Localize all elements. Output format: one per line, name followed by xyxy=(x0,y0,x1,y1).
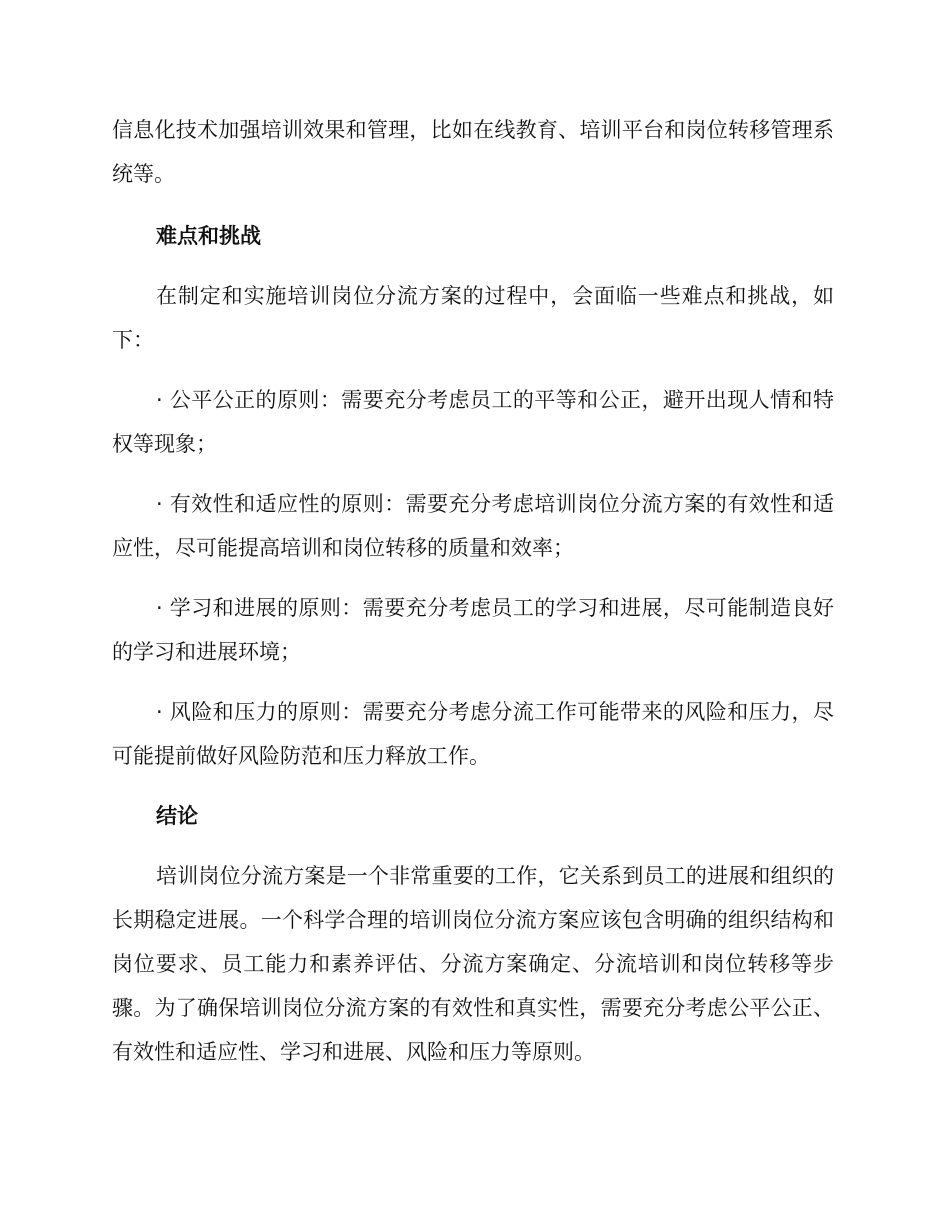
list-item: · 学习和进展的原则：需要充分考虑员工的学习和进展，尽可能制造良好的学习和进展环境； xyxy=(112,596,834,664)
section-heading-conclusion: 结论 xyxy=(156,804,198,828)
document-page xyxy=(112,108,834,1074)
list-item: · 有效性和适应性的原则：需要充分考虑培训岗位分流方案的有效性和适应性，尽可能提高培训和岗位转移的质量和效率； xyxy=(112,492,834,560)
conclusion-paragraph: 培训岗位分流方案是一个非常重要的工作，它关系到员工的进展和组织的长期稳定进展。一个科学合理的培训岗位分流方案应该包含明确的组织结构和岗位要求、员工能力和素养评估、分流方案确定、分流培训和岗位转移等步骤。为了确保培训岗位分流方案的有效性和真实性，需要充分考虑公平公正、有效性和适应性、学习和进展、风险和压力等原则。 xyxy=(112,864,834,1064)
list-item: · 风险和压力的原则：需要充分考虑分流工作可能带来的风险和压力，尽可能提前做好风险防范和压力释放工作。 xyxy=(112,700,834,768)
list-item: · 公平公正的原则：需要充分考虑员工的平等和公正，避开出现人情和特权等现象； xyxy=(112,388,834,456)
challenges-intro-paragraph: 在制定和实施培训岗位分流方案的过程中，会面临一些难点和挑战，如下： xyxy=(112,284,834,352)
intro-paragraph: 信息化技术加强培训效果和管理，比如在线教育、培训平台和岗位转移管理系统等。 xyxy=(112,118,834,186)
section-heading-challenges: 难点和挑战 xyxy=(156,224,261,248)
